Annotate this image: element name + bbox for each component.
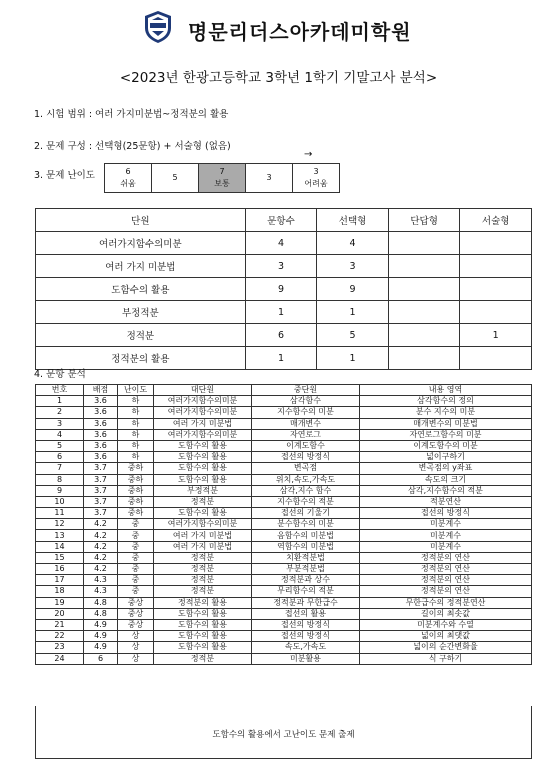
- table-cell: 정적분: [36, 324, 246, 347]
- table-cell: 중상: [118, 597, 154, 608]
- table-cell: 무리함수의 적분: [252, 586, 360, 597]
- table-cell: 삼각함수의 정의: [360, 396, 532, 407]
- table-cell: 17: [36, 575, 84, 586]
- table-cell: 4.3: [84, 575, 118, 586]
- table-cell: 도함수의 활용: [154, 452, 252, 463]
- table-cell: 정적분의 연산: [360, 552, 532, 563]
- table-cell: 13: [36, 530, 84, 541]
- table-cell: 9: [317, 278, 389, 301]
- table-cell: 지수함수의 미분: [252, 407, 360, 418]
- difficulty-tag: 보통: [214, 179, 230, 188]
- table-row: [36, 552, 532, 563]
- table-row: [36, 429, 532, 440]
- table-cell: 하: [118, 407, 154, 418]
- item-header-cell: 대단원: [154, 385, 252, 396]
- table-cell: 1: [36, 396, 84, 407]
- item-header-cell: 내용 영역: [360, 385, 532, 396]
- table-row: [36, 463, 532, 474]
- table-cell: 3.6: [84, 407, 118, 418]
- table-cell: [388, 347, 460, 370]
- table-cell: 4: [36, 429, 84, 440]
- table-cell: 1: [317, 347, 389, 370]
- table-cell: 23: [36, 642, 84, 653]
- table-cell: 3.6: [84, 429, 118, 440]
- table-cell: 지수함수의 적분: [252, 496, 360, 507]
- table-cell: 6: [84, 653, 118, 664]
- item-analysis-header: [36, 385, 532, 396]
- table-cell: 1: [245, 347, 317, 370]
- table-cell: 분수함수의 미분: [252, 519, 360, 530]
- table-cell: 접선의 방정식: [360, 508, 532, 519]
- table-cell: 정적분: [154, 552, 252, 563]
- table-cell: 삼각,지수 함수: [252, 485, 360, 496]
- table-row: [36, 485, 532, 496]
- table-cell: [460, 301, 532, 324]
- table-cell: 9: [36, 485, 84, 496]
- table-cell: 21: [36, 619, 84, 630]
- table-row: [36, 347, 532, 370]
- table-cell: 미분계수: [360, 541, 532, 552]
- table-row: [36, 232, 532, 255]
- table-cell: 변곡점의 y좌표: [360, 463, 532, 474]
- table-cell: 중하: [118, 474, 154, 485]
- table-cell: 3.7: [84, 463, 118, 474]
- table-cell: 중하: [118, 485, 154, 496]
- table-cell: 4.3: [84, 586, 118, 597]
- table-cell: 도함수의 활용: [154, 619, 252, 630]
- table-cell: 여러 가지 미분법: [36, 255, 246, 278]
- table-cell: 상: [118, 631, 154, 642]
- table-cell: 여러가지함수의미분: [154, 396, 252, 407]
- table-cell: 정적분: [154, 496, 252, 507]
- table-cell: 여러가지함수의미분: [36, 232, 246, 255]
- exam-range: 1. 시험 범위 : 여러 가지미분법~정적분의 활용: [34, 109, 229, 120]
- table-row: [36, 255, 532, 278]
- table-cell: 도함수의 활용: [36, 278, 246, 301]
- table-cell: 20: [36, 608, 84, 619]
- table-cell: 길이의 최솟값: [360, 608, 532, 619]
- table-cell: 6: [245, 324, 317, 347]
- table-cell: 중: [118, 586, 154, 597]
- table-cell: 정적분과 무한급수: [252, 597, 360, 608]
- table-cell: 16: [36, 564, 84, 575]
- table-cell: 자연로그함수의 미분: [360, 429, 532, 440]
- table-cell: 정적분: [154, 586, 252, 597]
- table-cell: 정적분: [154, 575, 252, 586]
- table-cell: 3: [317, 255, 389, 278]
- table-cell: 음함수의 미분법: [252, 530, 360, 541]
- table-cell: [388, 324, 460, 347]
- table-cell: 넓이의 순간변화율: [360, 642, 532, 653]
- table-cell: 3.6: [84, 440, 118, 451]
- table-cell: 4: [317, 232, 389, 255]
- table-cell: 정적분의 연산: [360, 586, 532, 597]
- table-cell: 이계도함수의 미분: [360, 440, 532, 451]
- header: [0, 6, 557, 50]
- table-cell: 6: [36, 452, 84, 463]
- table-cell: 정적분: [154, 653, 252, 664]
- table-cell: 4.2: [84, 530, 118, 541]
- table-cell: 12: [36, 519, 84, 530]
- table-cell: 분수 지수의 미분: [360, 407, 532, 418]
- difficulty-row: [105, 164, 340, 193]
- table-cell: 8: [36, 474, 84, 485]
- table-cell: [388, 255, 460, 278]
- table-cell: 매개변수의 미분법: [360, 418, 532, 429]
- table-cell: 3.7: [84, 485, 118, 496]
- table-cell: 하: [118, 452, 154, 463]
- table-cell: 여러 가지 미분법: [154, 541, 252, 552]
- table-cell: 도함수의 활용: [154, 474, 252, 485]
- table-cell: 4.2: [84, 552, 118, 563]
- table-cell: 적분연산: [360, 496, 532, 507]
- table-row: [36, 452, 532, 463]
- table-cell: 4.2: [84, 564, 118, 575]
- table-cell: 11: [36, 508, 84, 519]
- table-cell: 상: [118, 642, 154, 653]
- table-row: [36, 642, 532, 653]
- table-cell: 22: [36, 631, 84, 642]
- table-row: [36, 418, 532, 429]
- difficulty-count: 3: [313, 167, 319, 176]
- table-cell: 변곡점: [252, 463, 360, 474]
- table-row: [36, 619, 532, 630]
- difficulty-cell: [246, 164, 293, 193]
- table-cell: [460, 255, 532, 278]
- table-row: [36, 519, 532, 530]
- table-cell: 3.6: [84, 452, 118, 463]
- section-item-analysis: 4. 문항 분석: [34, 369, 86, 380]
- table-row: [36, 653, 532, 664]
- table-cell: 접선의 활용: [252, 608, 360, 619]
- table-cell: 미분활용: [252, 653, 360, 664]
- table-cell: [388, 301, 460, 324]
- table-cell: [460, 278, 532, 301]
- table-cell: 5: [317, 324, 389, 347]
- table-cell: 3: [36, 418, 84, 429]
- table-cell: 무한급수의 정적분연산: [360, 597, 532, 608]
- table-cell: [460, 232, 532, 255]
- table-cell: 식 구하기: [360, 653, 532, 664]
- item-header-cell: 배점: [84, 385, 118, 396]
- table-cell: 24: [36, 653, 84, 664]
- table-cell: 중하: [118, 463, 154, 474]
- table-row: [36, 631, 532, 642]
- table-cell: 중: [118, 541, 154, 552]
- table-cell: 5: [36, 440, 84, 451]
- table-cell: 정적분: [154, 564, 252, 575]
- table-cell: 9: [245, 278, 317, 301]
- table-cell: 치환적분법: [252, 552, 360, 563]
- table-cell: 18: [36, 586, 84, 597]
- difficulty-label: 3. 문제 난이도: [34, 170, 95, 181]
- difficulty-count: 7: [219, 167, 225, 176]
- table-cell: 접선의 방정식: [252, 631, 360, 642]
- item-header-cell: 번호: [36, 385, 84, 396]
- table-cell: [388, 232, 460, 255]
- table-cell: 하: [118, 429, 154, 440]
- table-cell: 중하: [118, 508, 154, 519]
- table-cell: 중: [118, 519, 154, 530]
- table-row: [36, 278, 532, 301]
- table-cell: 여러가지함수의미분: [154, 519, 252, 530]
- table-cell: 중상: [118, 619, 154, 630]
- table-cell: 하: [118, 418, 154, 429]
- table-cell: 중: [118, 530, 154, 541]
- table-row: [36, 474, 532, 485]
- table-cell: 접선의 방정식: [252, 452, 360, 463]
- table-row: [36, 396, 532, 407]
- table-cell: 10: [36, 496, 84, 507]
- table-cell: 도함수의 활용: [154, 631, 252, 642]
- item-analysis-table: [35, 384, 532, 665]
- table-row: [36, 575, 532, 586]
- table-cell: 부정적분: [154, 485, 252, 496]
- table-cell: 4.9: [84, 631, 118, 642]
- difficulty-count: 3: [266, 173, 272, 182]
- table-cell: 1: [245, 301, 317, 324]
- note-text: 도함수의 활용에서 고난이도 문제 출제: [212, 730, 355, 740]
- table-cell: [460, 347, 532, 370]
- table-row: [36, 597, 532, 608]
- table-cell: 4.2: [84, 519, 118, 530]
- table-cell: 7: [36, 463, 84, 474]
- table-cell: 상: [118, 653, 154, 664]
- difficulty-count: 6: [125, 167, 131, 176]
- table-row: [36, 564, 532, 575]
- table-cell: 정적분의 연산: [360, 564, 532, 575]
- table-cell: 속도의 크기: [360, 474, 532, 485]
- table-row: [36, 407, 532, 418]
- table-cell: 중: [118, 552, 154, 563]
- table-row: [36, 496, 532, 507]
- arrow-right-icon: →: [304, 149, 313, 160]
- page-title: <2023년 한광고등학교 3학년 1학기 기말고사 분석>: [119, 70, 438, 86]
- table-row: [36, 541, 532, 552]
- table-cell: 4.8: [84, 608, 118, 619]
- table-cell: 4.8: [84, 597, 118, 608]
- table-cell: 중하: [118, 496, 154, 507]
- table-cell: 여러가지함수의미분: [154, 429, 252, 440]
- summary-header: [36, 209, 532, 232]
- table-cell: 3: [245, 255, 317, 278]
- table-cell: 3.7: [84, 508, 118, 519]
- table-cell: 도함수의 활용: [154, 508, 252, 519]
- exam-composition: 2. 문제 구성 : 선택형(25문항) + 서술형 (없음): [34, 141, 231, 152]
- table-cell: 하: [118, 440, 154, 451]
- table-cell: 4: [245, 232, 317, 255]
- table-cell: 도함수의 활용: [154, 608, 252, 619]
- table-row: [36, 586, 532, 597]
- table-cell: 3.6: [84, 418, 118, 429]
- table-cell: 정적분과 상수: [252, 575, 360, 586]
- table-row: [36, 508, 532, 519]
- summary-header-cell: 문항수: [245, 209, 317, 232]
- summary-header-cell: 단원: [36, 209, 246, 232]
- table-cell: 정적분의 활용: [36, 347, 246, 370]
- table-cell: 19: [36, 597, 84, 608]
- item-header-cell: 난이도: [118, 385, 154, 396]
- summary-header-cell: 선택형: [317, 209, 389, 232]
- difficulty-tag: 어려움: [304, 179, 328, 188]
- table-cell: 1: [460, 324, 532, 347]
- table-cell: 14: [36, 541, 84, 552]
- table-cell: 정적분의 연산: [360, 575, 532, 586]
- table-cell: 접선의 방정식: [252, 619, 360, 630]
- table-cell: 2: [36, 407, 84, 418]
- table-cell: 매개변수: [252, 418, 360, 429]
- table-cell: 부정적분: [36, 301, 246, 324]
- table-cell: 자연로그: [252, 429, 360, 440]
- table-cell: 15: [36, 552, 84, 563]
- table-cell: 접선의 기울기: [252, 508, 360, 519]
- table-cell: 여러 가지 미분법: [154, 418, 252, 429]
- table-cell: 도함수의 활용: [154, 642, 252, 653]
- table-cell: 위치,속도,가속도: [252, 474, 360, 485]
- table-cell: 도함수의 활용: [154, 463, 252, 474]
- academy-name: 명문리더스아카데미학원: [188, 20, 412, 44]
- table-cell: 하: [118, 396, 154, 407]
- summary-header-cell: 서술형: [460, 209, 532, 232]
- table-cell: 여러 가지 미분법: [154, 530, 252, 541]
- difficulty-cell: [199, 164, 246, 193]
- table-cell: 삼각,지수함수의 적분: [360, 485, 532, 496]
- table-cell: 미분계수와 수열: [360, 619, 532, 630]
- table-row: [36, 324, 532, 347]
- difficulty-tag: 쉬움: [120, 179, 136, 188]
- table-cell: 미분계수: [360, 530, 532, 541]
- table-cell: 4.9: [84, 642, 118, 653]
- table-cell: 넓이구하기: [360, 452, 532, 463]
- table-cell: 삼각함수: [252, 396, 360, 407]
- difficulty-table: [104, 163, 340, 193]
- table-cell: [388, 278, 460, 301]
- table-cell: 중: [118, 564, 154, 575]
- table-row: [36, 440, 532, 451]
- table-row: [36, 608, 532, 619]
- table-row: [36, 301, 532, 324]
- table-cell: 도함수의 활용: [154, 440, 252, 451]
- summary-header-cell: 단답형: [388, 209, 460, 232]
- table-cell: 4.9: [84, 619, 118, 630]
- table-cell: 미분계수: [360, 519, 532, 530]
- difficulty-cell: [105, 164, 152, 193]
- table-cell: 부분적분법: [252, 564, 360, 575]
- table-cell: 중: [118, 575, 154, 586]
- table-cell: 넓이의 최댓값: [360, 631, 532, 642]
- difficulty-count: 5: [172, 173, 178, 182]
- table-cell: 3.7: [84, 496, 118, 507]
- table-cell: 이계도함수: [252, 440, 360, 451]
- table-cell: 4.2: [84, 541, 118, 552]
- summary-table: [35, 208, 532, 370]
- table-cell: 중상: [118, 608, 154, 619]
- table-cell: 3.6: [84, 396, 118, 407]
- difficulty-cell: [152, 164, 199, 193]
- table-cell: 역함수의 미분법: [252, 541, 360, 552]
- table-cell: 속도,가속도: [252, 642, 360, 653]
- table-cell: 정적분의 활용: [154, 597, 252, 608]
- table-cell: 1: [317, 301, 389, 324]
- academy-logo-icon: [143, 10, 173, 44]
- table-cell: 여러가지함수의미분: [154, 407, 252, 418]
- note-box: [35, 706, 532, 759]
- difficulty-cell: [293, 164, 340, 193]
- table-row: [36, 530, 532, 541]
- item-header-cell: 중단원: [252, 385, 360, 396]
- table-cell: 3.7: [84, 474, 118, 485]
